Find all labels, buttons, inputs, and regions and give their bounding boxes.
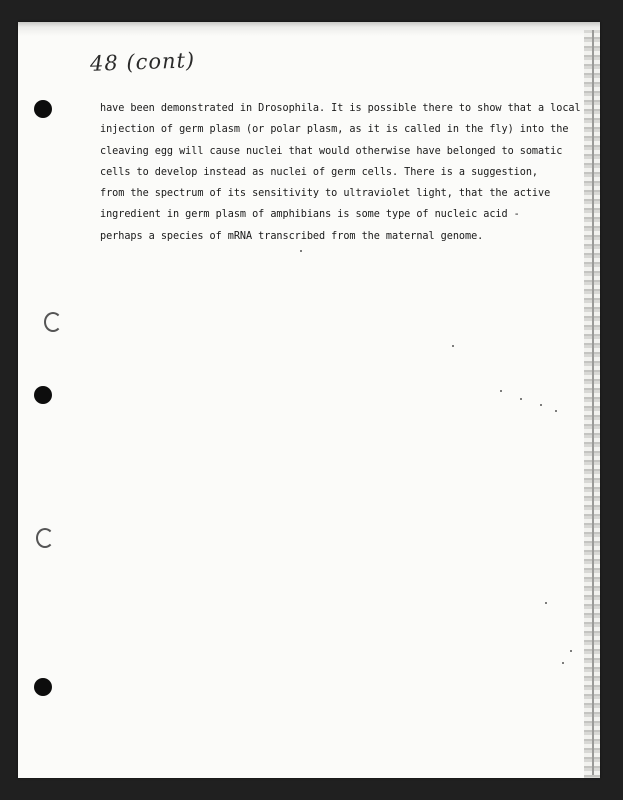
binder-hole-5 [34, 678, 52, 696]
margin-line [592, 30, 594, 775]
scan-speck [500, 390, 502, 392]
binder-hole-1 [34, 100, 52, 118]
scan-speck [555, 410, 557, 412]
typed-paragraph [100, 98, 580, 247]
scan-speck [570, 650, 572, 652]
scan-speck [520, 398, 522, 400]
paragraph-line: perhaps a species of mRNA transcribed from the maternal genome. [100, 230, 484, 242]
paragraph-line: cleaving egg will cause nuclei that would otherwise have belonged to somatic [100, 145, 563, 157]
scan-speck [545, 602, 547, 604]
scan-speck [452, 345, 454, 347]
scan-speck [300, 250, 302, 252]
paragraph-line: injection of germ plasm (or polar plasm, as it is called in the fly) into the [100, 124, 569, 136]
binder-hole-3 [34, 386, 52, 404]
paragraph-line: ingredient in germ plasm of amphibians is some type of nucleic acid - [100, 209, 520, 221]
binder-hole-2 [44, 312, 62, 332]
paragraph-line: from the spectrum of its sensitivity to ultraviolet light, that the active [100, 188, 551, 200]
paragraph-line: have been demonstrated in Drosophila. It is possible there to show that a local [100, 103, 581, 114]
handwritten-page-note: 48 (cont) [89, 48, 196, 76]
scan-speck [562, 662, 564, 664]
paragraph-line: cells to develop instead as nuclei of germ cells. There is a suggestion, [100, 166, 539, 178]
paper-top-edge [18, 22, 600, 36]
scan-speck [540, 404, 542, 406]
binder-hole-4 [36, 528, 54, 548]
